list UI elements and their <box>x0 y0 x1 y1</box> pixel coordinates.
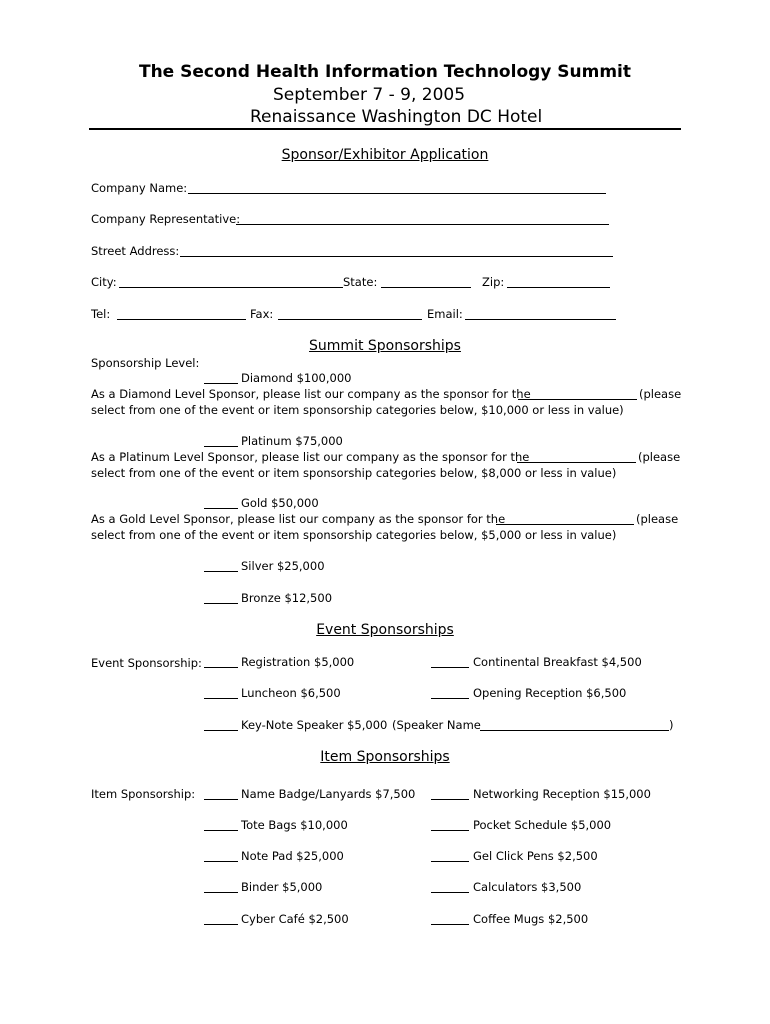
header-divider <box>89 128 681 130</box>
badges-option: Name Badge/Lanyards $7,500 <box>241 787 416 801</box>
keynote-checkline[interactable] <box>204 730 238 731</box>
registration-option: Registration $5,000 <box>241 655 355 669</box>
summit-date: September 7 - 9, 2005 <box>273 85 466 105</box>
platinum-checkline[interactable] <box>204 446 238 447</box>
platinum-sponsor-field[interactable] <box>517 462 636 463</box>
mugs-option: Coffee Mugs $2,500 <box>473 912 589 926</box>
badges-checkline[interactable] <box>204 799 238 800</box>
networking-option: Networking Reception $15,000 <box>473 787 651 801</box>
diamond-checkline[interactable] <box>204 383 238 384</box>
reception-option: Opening Reception $6,500 <box>473 686 627 700</box>
state-field[interactable] <box>381 287 471 288</box>
summit-venue: Renaissance Washington DC Hotel <box>250 107 543 127</box>
email-label: Email: <box>427 307 463 321</box>
gold-checkline[interactable] <box>204 508 238 509</box>
fax-label: Fax: <box>250 307 274 321</box>
city-field[interactable] <box>119 287 343 288</box>
diamond-text-please: (please <box>639 387 682 401</box>
pocket-checkline[interactable] <box>431 830 469 831</box>
item-sponsorship-label: Item Sponsorship: <box>91 787 196 801</box>
notepad-checkline[interactable] <box>204 861 238 862</box>
breakfast-checkline[interactable] <box>431 667 469 668</box>
platinum-option: Platinum $75,000 <box>241 434 343 448</box>
event-sponsorships-heading: Event Sponsorships <box>316 622 454 638</box>
item-sponsorships-heading: Item Sponsorships <box>320 749 450 765</box>
speaker-name-label: (Speaker Name <box>392 718 481 732</box>
sponsorship-level-label: Sponsorship Level: <box>91 356 200 370</box>
tote-option: Tote Bags $10,000 <box>241 818 348 832</box>
calculators-option: Calculators $3,500 <box>473 880 582 894</box>
zip-label: Zip: <box>482 275 505 289</box>
speaker-name-field[interactable] <box>480 730 669 731</box>
company-rep-field[interactable] <box>236 224 609 225</box>
gold-text-please: (please <box>636 512 679 526</box>
gold-option: Gold $50,000 <box>241 496 319 510</box>
breakfast-option: Continental Breakfast $4,500 <box>473 655 642 669</box>
summit-sponsorships-heading: Summit Sponsorships <box>309 338 461 354</box>
reception-checkline[interactable] <box>431 698 469 699</box>
platinum-text-line1: As a Platinum Level Sponsor, please list our company as the sponsor for the <box>91 450 530 464</box>
gold-sponsor-field[interactable] <box>496 524 634 525</box>
diamond-sponsor-field[interactable] <box>518 399 637 400</box>
email-field[interactable] <box>465 319 616 320</box>
zip-field[interactable] <box>507 287 610 288</box>
bronze-checkline[interactable] <box>204 603 238 604</box>
tel-field[interactable] <box>117 319 246 320</box>
street-address-label: Street Address: <box>91 244 180 258</box>
networking-checkline[interactable] <box>431 799 469 800</box>
diamond-text-line1: As a Diamond Level Sponsor, please list our company as the sponsor for the <box>91 387 531 401</box>
company-name-field[interactable] <box>188 193 606 194</box>
diamond-option: Diamond $100,000 <box>241 371 352 385</box>
summit-title: The Second Health Information Technology Summit <box>138 62 632 82</box>
platinum-text-please: (please <box>638 450 681 464</box>
fax-field[interactable] <box>278 319 422 320</box>
notepad-option: Note Pad $25,000 <box>241 849 344 863</box>
diamond-text-line2: select from one of the event or item sponsorship categories below, $10,000 or less in value) <box>91 403 624 417</box>
city-label: City: <box>91 275 117 289</box>
silver-option: Silver $25,000 <box>241 559 325 573</box>
keynote-option: Key-Note Speaker $5,000 <box>241 718 388 732</box>
mugs-checkline[interactable] <box>431 924 469 925</box>
calculators-checkline[interactable] <box>431 892 469 893</box>
state-label: State: <box>343 275 378 289</box>
luncheon-option: Luncheon $6,500 <box>241 686 341 700</box>
street-address-field[interactable] <box>180 256 613 257</box>
gold-text-line2: select from one of the event or item sponsorship categories below, $5,000 or less in value) <box>91 528 617 542</box>
speaker-name-close: ) <box>669 718 674 732</box>
bronze-option: Bronze $12,500 <box>241 591 333 605</box>
silver-checkline[interactable] <box>204 571 238 572</box>
luncheon-checkline[interactable] <box>204 698 238 699</box>
pens-option: Gel Click Pens $2,500 <box>473 849 598 863</box>
binder-checkline[interactable] <box>204 892 238 893</box>
binder-option: Binder $5,000 <box>241 880 323 894</box>
platinum-text-line2: select from one of the event or item sponsorship categories below, $8,000 or less in value) <box>91 466 617 480</box>
pens-checkline[interactable] <box>431 861 469 862</box>
pocket-option: Pocket Schedule $5,000 <box>473 818 612 832</box>
tote-checkline[interactable] <box>204 830 238 831</box>
tel-label: Tel: <box>91 307 111 321</box>
gold-text-line1: As a Gold Level Sponsor, please list our company as the sponsor for the <box>91 512 506 526</box>
registration-checkline[interactable] <box>204 667 238 668</box>
cafe-checkline[interactable] <box>204 924 238 925</box>
company-name-label: Company Name: <box>91 181 188 195</box>
application-heading: Sponsor/Exhibitor Application <box>281 147 489 163</box>
company-rep-label: Company Representative: <box>91 212 241 226</box>
event-sponsorship-label: Event Sponsorship: <box>91 656 202 670</box>
cafe-option: Cyber Café $2,500 <box>241 912 349 926</box>
